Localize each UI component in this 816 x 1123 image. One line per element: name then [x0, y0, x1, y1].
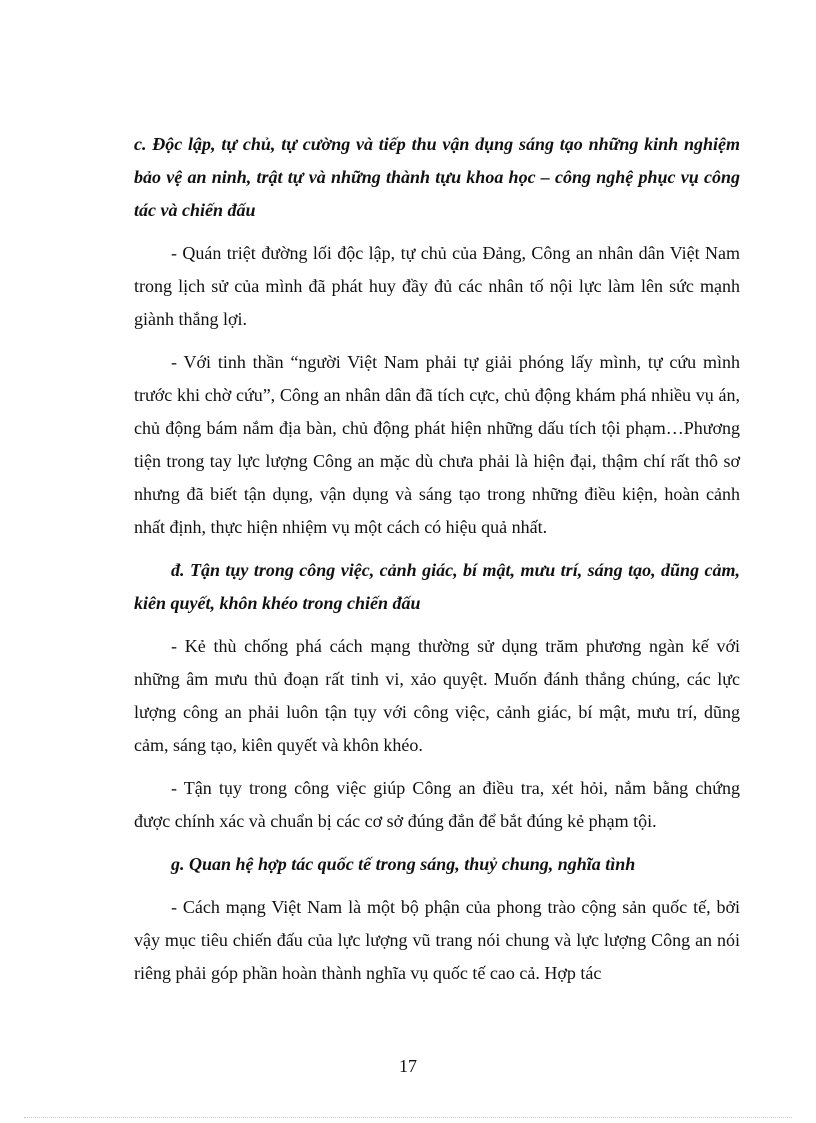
- page-bottom-divider: [24, 1117, 792, 1118]
- paragraph: - Tận tụy trong công việc giúp Công an điều tra, xét hỏi, nắm bằng chứng được chính xác và chuẩn bị các cơ sở đúng đắn để bắt đúng kẻ phạm tội.: [134, 778, 740, 831]
- paragraph: - Cách mạng Việt Nam là một bộ phận của phong trào cộng sản quốc tế, bởi vậy mục tiêu chiến đấu của lực lượng vũ trang nói chung và lực lượng Công an nói riêng phải góp phần hoàn thành nghĩa vụ quốc tế cao cả. Hợp tác: [134, 897, 740, 983]
- section-heading-c: c. Độc lập, tự chủ, tự cường và tiếp thu vận dụng sáng tạo những kinh nghiệm bảo vệ an ninh, trật tự và những thành tựu khoa học – công nghệ phục vụ công tác và chiến đấu: [134, 134, 740, 220]
- page-number: 17: [399, 1056, 417, 1076]
- section-heading-g: g. Quan hệ hợp tác quốc tế trong sáng, thuỷ chung, nghĩa tình: [171, 854, 636, 874]
- paragraph: - Với tinh thần “người Việt Nam phải tự giải phóng lấy mình, tự cứu mình trước khi chờ cứu”, Công an nhân dân đã tích cực, chủ động khám phá nhiều vụ án, chủ động bám nắm địa bàn, chủ động phát hiện những dấu tích tội phạm…Phương tiện trong tay lực lượng Công an mặc dù chưa phải là hiện đại, thậm chí rất thô sơ nhưng đã biết tận dụng, vận dụng và sáng tạo trong những điều kiện, hoàn cảnh nhất định, thực hiện nhiệm vụ một cách có hiệu quả nhất.: [134, 352, 740, 537]
- section-heading-d: đ. Tận tụy trong công việc, cảnh giác, bí mật, mưu trí, sáng tạo, dũng cảm, kiên quyết, khôn khéo trong chiến đấu: [134, 560, 740, 613]
- paragraph: - Quán triệt đường lối độc lập, tự chủ của Đảng, Công an nhân dân Việt Nam trong lịch sử của mình đã phát huy đầy đủ các nhân tố nội lực làm lên sức mạnh giành thắng lợi.: [134, 243, 740, 329]
- page-content: [134, 128, 740, 1000]
- paragraph: - Kẻ thù chống phá cách mạng thường sử dụng trăm phương ngàn kế với những âm mưu thủ đoạn rất tinh vi, xảo quyệt. Muốn đánh thắng chúng, các lực lượng công an phải luôn tận tụy với công việc, cảnh giác, bí mật, mưu trí, dũng cảm, sáng tạo, kiên quyết và khôn khéo.: [134, 636, 740, 755]
